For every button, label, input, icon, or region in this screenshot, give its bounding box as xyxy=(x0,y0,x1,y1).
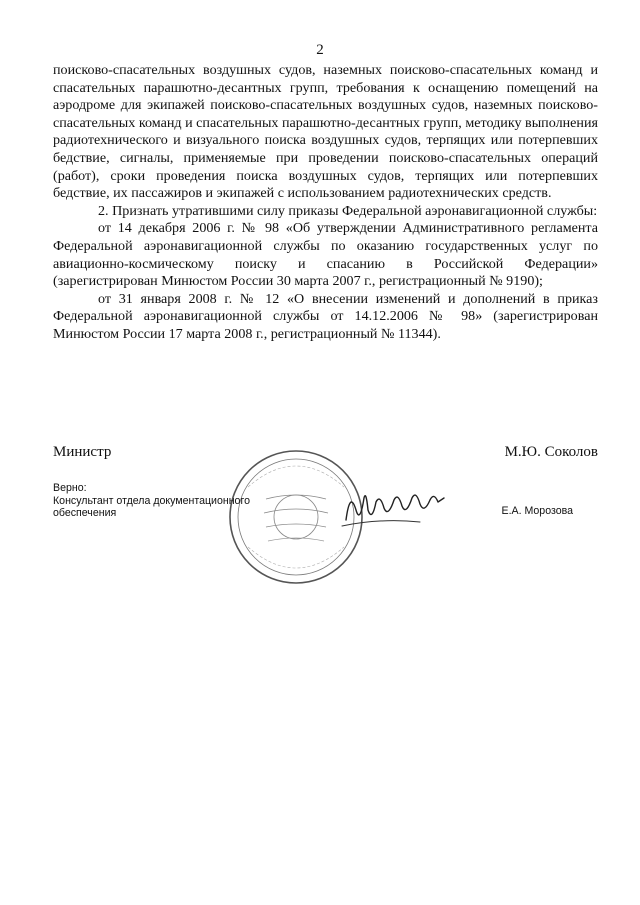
page-number: 2 xyxy=(316,42,324,58)
certification-name: Е.А. Морозова xyxy=(501,505,573,517)
certification-label: Верно: xyxy=(53,482,87,494)
paragraph-order-12: от 31 января 2008 г. № 12 «О внесении изменений и дополнений в приказ Федеральной аэронавигационной службы от 14.12.2006 № 98» (зарегистрирован Минюстом России 17 марта 2008 г., регистрационный № 11344). xyxy=(53,290,598,342)
paragraph-order-98: от 14 декабря 2006 г. № 98 «Об утверждении Административного регламента Федеральной аэронавигационной службы по оказанию государственных услуг по авиационно-космическому поиску и спасанию в Российской Федерации» (зарегистрирован Минюстом России 30 марта 2007 г., регистрационный № 9190); xyxy=(53,220,598,290)
document-body xyxy=(53,62,598,344)
certification-position-line1: Консультант отдела документационного xyxy=(53,494,250,507)
paragraph-continuation: поисково-спасательных воздушных судов, наземных поисково-спасательных команд и спасательных парашютно-десантных групп, требования к оснащению помещений на аэродроме для экипажей поисково-спасательных воздушных судов, наземных поисково-спасательных команд и спасательных парашютно-десантных групп, методику выполнения радиотехнического и визуального поиска воздушных судов, терпящих или потерпевших бедствие, сигналы, применяемые при проведении поисково-спасательных операций (работ), сроки проведения поиска воздушных судов, терпящих или потерпевших бедствие, их пассажиров и экипажей с использованием радиотехнических средств. xyxy=(53,62,598,202)
certification-position-line2: обеспечения xyxy=(53,507,117,519)
handwritten-signature-icon xyxy=(340,480,450,532)
signatory-name: М.Ю. Соколов xyxy=(504,444,598,460)
paragraph-item-2: 2. Признать утратившими силу приказы Федеральной аэронавигационной службы: xyxy=(98,202,598,219)
signatory-title: Министр xyxy=(53,444,112,460)
certification-block xyxy=(53,482,253,520)
